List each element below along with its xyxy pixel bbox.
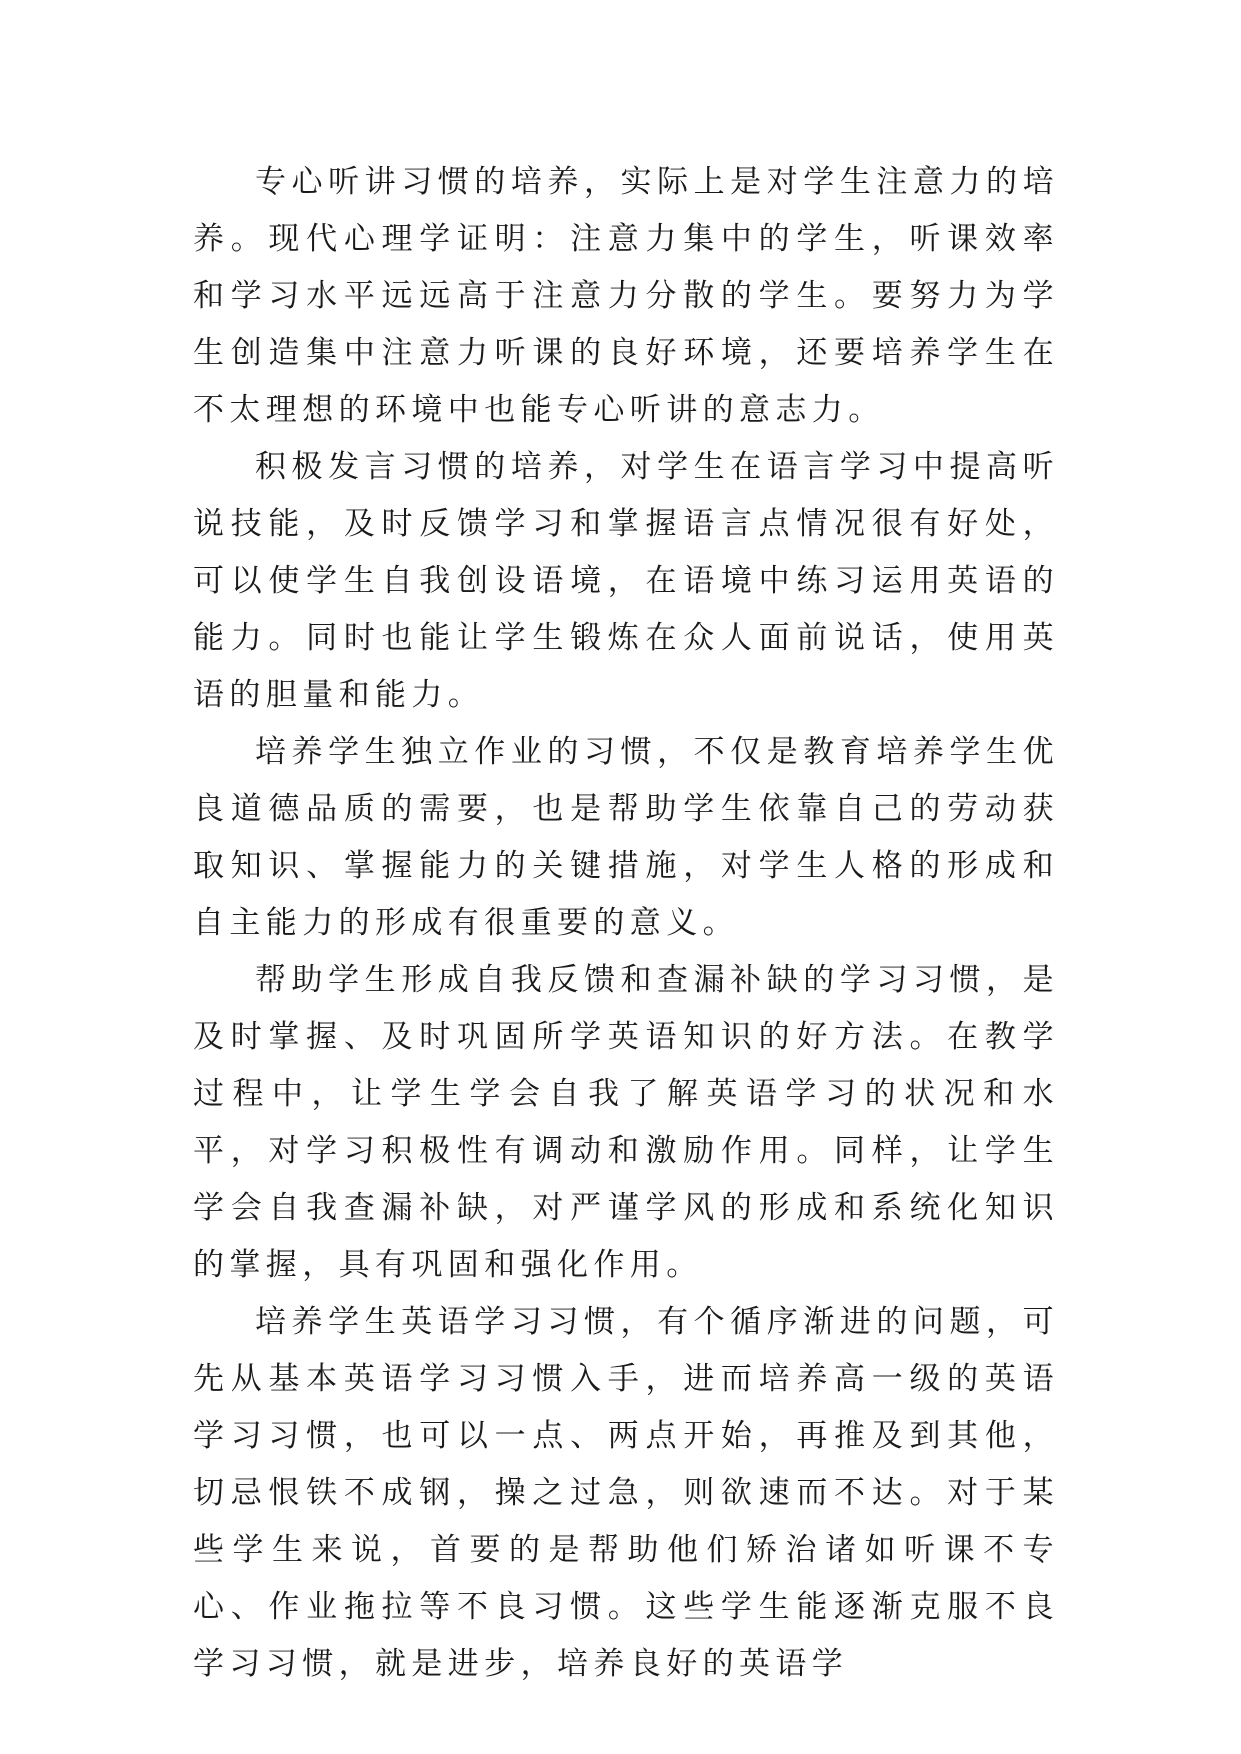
paragraph-independent-homework: 培养学生独立作业的习惯，不仅是教育培养学生优良道德品质的需要，也是帮助学生依靠自己的劳动获取知识、掌握能力的关键措施，对学生人格的形成和自主能力的形成有很重要的意义。 (193, 734, 1059, 941)
paragraph-attentive-listening: 专心听讲习惯的培养，实际上是对学生注意力的培养。现代心理学证明：注意力集中的学生，听课效率和学习水平远远高于注意力分散的学生。要努力为学生创造集中注意力听课的良好环境，还要培养学生在不太理想的环境中也能专心听讲的意志力。 (193, 164, 1059, 428)
document-body (193, 154, 1059, 1693)
paragraph-active-speaking: 积极发言习惯的培养，对学生在语言学习中提高听说技能，及时反馈学习和掌握语言点情况很有好处，可以使学生自我创设语境，在语境中练习运用英语的能力。同时也能让学生锻炼在众人面前说话，使用英语的胆量和能力。 (193, 449, 1059, 713)
paragraph-gradual-progress: 培养学生英语学习习惯，有个循序渐进的问题，可先从基本英语学习习惯入手，进而培养高一级的英语学习习惯，也可以一点、两点开始，再推及到其他，切忌恨铁不成钢，操之过急，则欲速而不达。对于某些学生来说，首要的是帮助他们矫治诸如听课不专心、作业拖拉等不良习惯。这些学生能逐渐克服不良学习习惯，就是进步，培养良好的英语学 (193, 1304, 1059, 1682)
paragraph-self-feedback: 帮助学生形成自我反馈和查漏补缺的学习习惯，是及时掌握、及时巩固所学英语知识的好方法。在教学过程中，让学生学会自我了解英语学习的状况和水平，对学习积极性有调动和激励作用。同样，让学生学会自我查漏补缺，对严谨学风的形成和系统化知识的掌握，具有巩固和强化作用。 (193, 962, 1059, 1283)
